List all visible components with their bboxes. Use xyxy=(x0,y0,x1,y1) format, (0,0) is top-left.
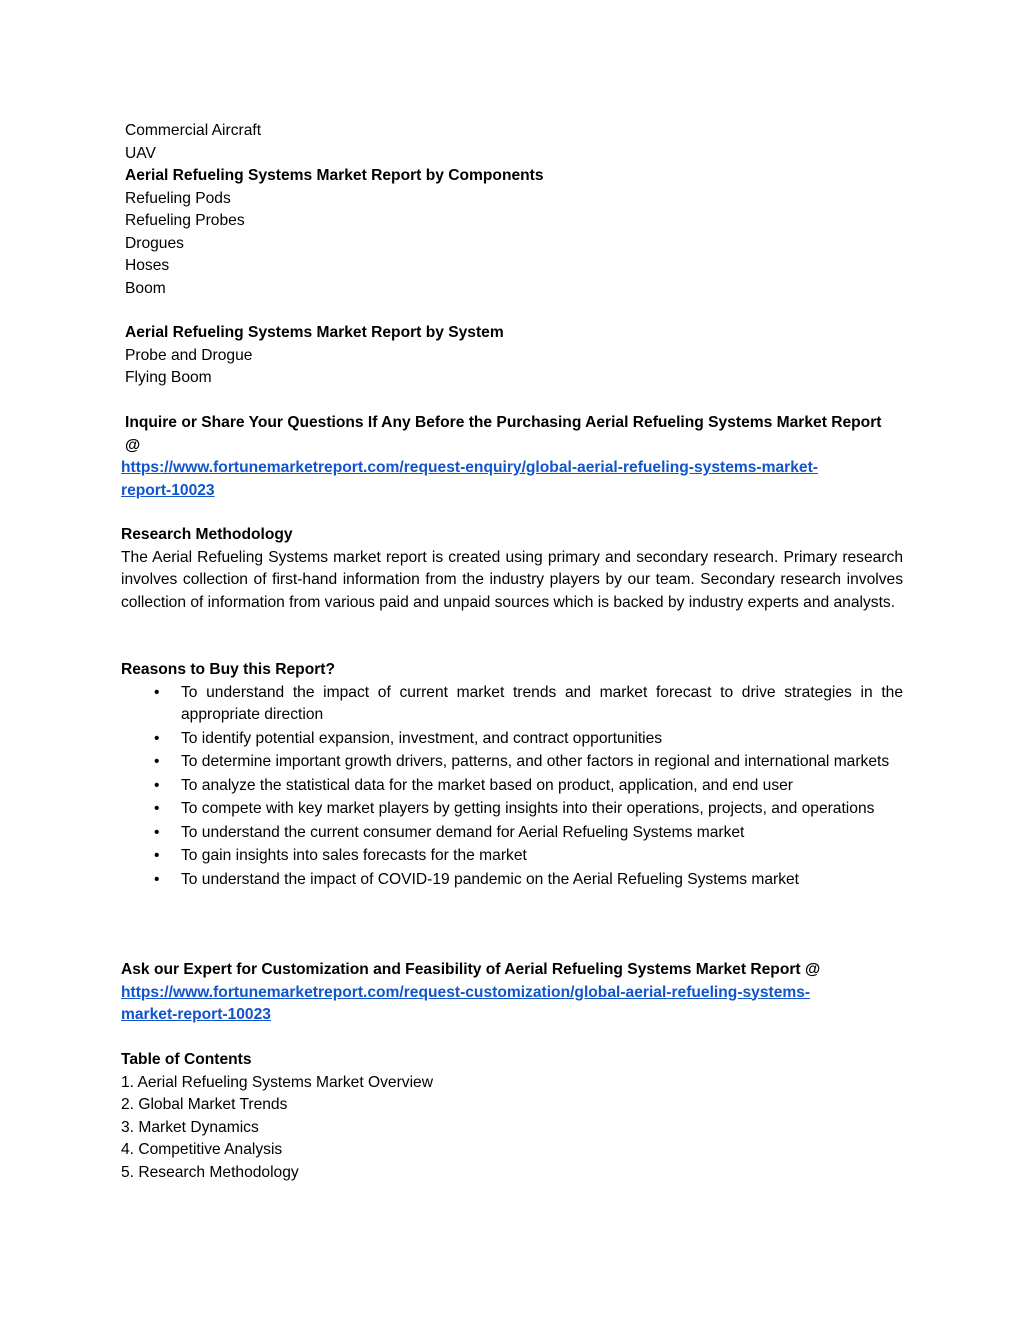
bullet-icon: • xyxy=(154,776,160,794)
reasons-block xyxy=(121,659,903,891)
list-item: • To compete with key market players by getting insights into their operations, projects, and operations xyxy=(121,798,903,821)
platform-item: UAV xyxy=(125,144,156,162)
methodology-block xyxy=(121,524,903,614)
bullet-icon: • xyxy=(154,753,160,770)
component-item: Drogues xyxy=(125,234,184,252)
component-item: Hoses xyxy=(125,257,170,274)
enquiry-link[interactable]: https://www.fortunemarketreport.com/request-enquiry/global-aerial-refueling-systems-market- xyxy=(121,459,818,476)
system-block xyxy=(125,322,907,390)
platform-item: Commercial Aircraft xyxy=(125,122,262,139)
methodology-body: The Aerial Refueling Systems market report is created using primary and secondary research. Primary research involves collection of first-hand information from the industry players by our team. Secondary research involves collection of information from various paid and unpaid sources which is backed by industry experts and analysts. xyxy=(121,548,903,611)
components-heading: Aerial Refueling Systems Market Report by Components xyxy=(125,167,544,184)
bullet-icon: • xyxy=(154,683,160,701)
component-item: Refueling Probes xyxy=(125,212,245,229)
customization-link-continued[interactable]: market-report-10023 xyxy=(121,1006,271,1023)
toc-item: 5. Research Methodology xyxy=(121,1163,299,1181)
bullet-icon: • xyxy=(154,729,160,747)
list-item: • To analyze the statistical data for the market based on product, application, and end user xyxy=(121,775,903,798)
component-item: Refueling Pods xyxy=(125,189,231,207)
system-heading: Aerial Refueling Systems Market Report by System xyxy=(125,324,504,341)
toc-heading: Table of Contents xyxy=(121,1051,252,1068)
toc-item: 1. Aerial Refueling Systems Market Overview xyxy=(121,1073,433,1091)
bullet-icon: • xyxy=(154,870,160,888)
component-item: Boom xyxy=(125,279,166,297)
list-item: • To gain insights into sales forecasts for the market xyxy=(121,845,903,868)
customization-block xyxy=(121,959,903,1027)
inquiry-at: @ xyxy=(125,436,141,454)
system-item: Probe and Drogue xyxy=(125,346,253,364)
inquiry-text: Inquire or Share Your Questions If Any Before the Purchasing Aerial Refueling Systems Market Report xyxy=(125,414,882,431)
customization-link[interactable]: https://www.fortunemarketreport.com/request-customization/global-aerial-refueling-systems- xyxy=(121,983,811,1001)
list-item: • To understand the impact of current market trends and market forecast to drive strategies in the appropriate direction xyxy=(154,683,903,723)
toc-block xyxy=(121,1049,903,1184)
inquiry-block xyxy=(121,412,903,502)
toc-item: 4. Competitive Analysis xyxy=(121,1141,283,1158)
reasons-heading: Reasons to Buy this Report? xyxy=(121,661,336,678)
system-item: Flying Boom xyxy=(125,369,212,386)
methodology-heading: Research Methodology xyxy=(121,526,293,543)
enquiry-link-continued[interactable]: report-10023 xyxy=(121,481,215,499)
list-item: • To determine important growth drivers, patterns, and other factors in regional and international markets xyxy=(121,751,903,774)
customization-text: Ask our Expert for Customization and Feasibility of Aerial Refueling Systems Market Report @ xyxy=(121,961,821,978)
segments-block xyxy=(125,120,907,300)
bullet-icon: • xyxy=(154,823,160,841)
toc-item: 2. Global Market Trends xyxy=(121,1096,288,1113)
list-item: • To identify potential expansion, investment, and contract opportunities xyxy=(121,728,903,751)
bullet-icon: • xyxy=(154,847,160,864)
toc-item: 3. Market Dynamics xyxy=(121,1118,259,1136)
reasons-list xyxy=(121,682,903,892)
list-item: • To understand the current consumer demand for Aerial Refueling Systems market xyxy=(121,822,903,845)
bullet-icon: • xyxy=(154,800,160,817)
list-item: • To understand the impact of COVID-19 pandemic on the Aerial Refueling Systems market xyxy=(121,869,903,892)
